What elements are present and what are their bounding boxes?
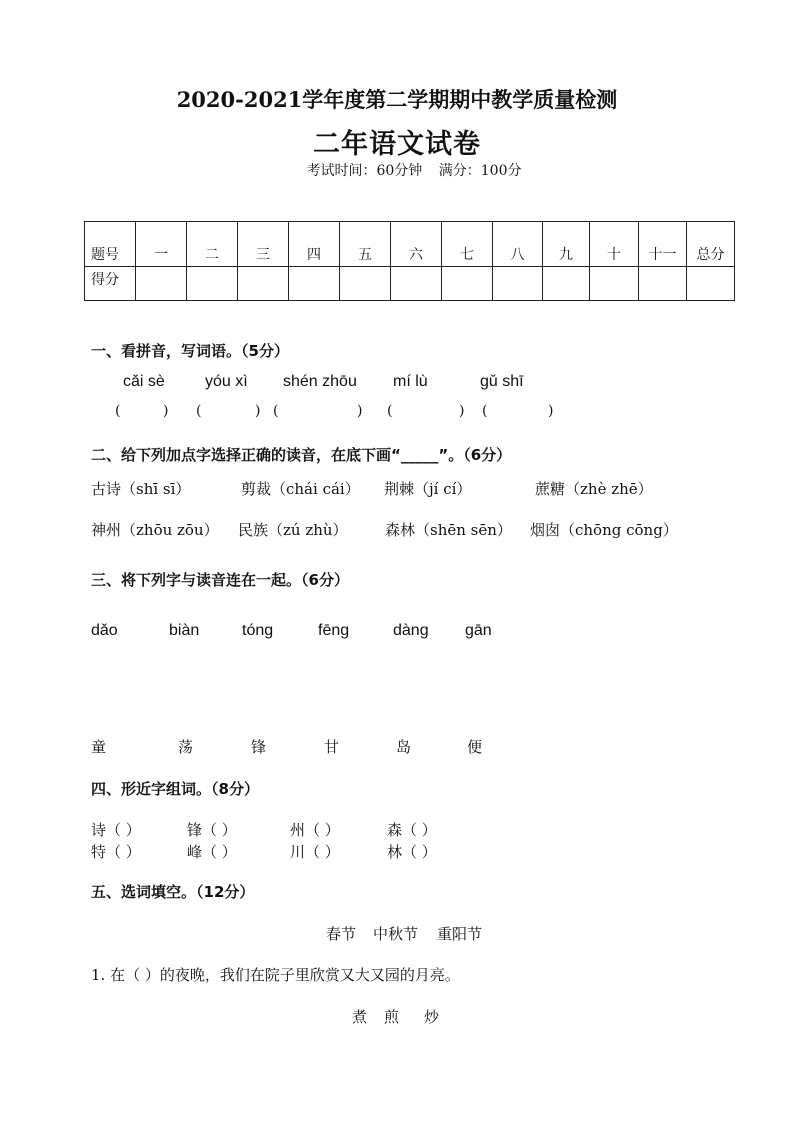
q5-option: 中秋节 [373,925,419,943]
q1-pinyin-2: yóu xì [205,373,248,390]
q2-item: 森林（shēn sēn） [385,521,512,539]
q1-pinyin-5: gǔ shī [480,373,524,390]
score-cell[interactable] [340,267,391,301]
exam-info [0,160,794,180]
score-col-3: 三 [238,222,289,267]
q5-option: 春节 [326,925,357,943]
score-col-2: 二 [187,222,238,267]
score-col-11: 十一 [639,222,687,267]
score-cell[interactable] [687,267,735,301]
score-table-row-label: 得分 [85,267,136,301]
q4-item: 诗（ ） [91,821,141,839]
q4-heading: 四、形近字组词。（8分） [91,780,259,798]
q2-item: 荆棘（jí cí） [384,480,472,498]
exam-time: 考试时间：60分钟 [306,163,423,179]
exam-full-score: 满分：100分 [438,163,522,179]
q1-paren-open: ( [196,403,202,419]
q4-item: 锋（ ） [187,821,237,839]
score-table-header-label: 题号 [85,222,136,267]
q1-paren-close: ) [255,403,261,419]
q3-char: 岛 [396,738,412,756]
score-cell[interactable] [238,267,289,301]
q3-char: 甘 [324,738,340,756]
q4-item: 州（ ） [290,821,340,839]
q3-pinyin: dǎo [91,622,118,639]
q2-item: 剪裁（chái cái） [241,480,360,498]
q1-heading: 一、看拼音，写词语。（5分） [91,342,289,360]
q3-heading: 三、将下列字与读音连在一起。（6分） [91,571,349,589]
exam-subject: 二年语文试卷 [313,129,481,160]
q2-heading: 二、给下列加点字选择正确的读音，在底下画“_____”。（6分） [91,446,512,464]
score-cell[interactable] [289,267,340,301]
q3-pinyin: gān [465,622,492,639]
score-table [84,221,735,301]
q3-char: 便 [467,738,483,756]
q5-sentence-1: 1. 在（ ）的夜晚，我们在院子里欣赏又大又园的月亮。 [91,966,460,984]
q3-pinyin: biàn [169,622,200,639]
q2-item: 烟囱（chōng cōng） [530,521,678,539]
score-col-4: 四 [289,222,340,267]
q5-option: 煎 [384,1008,400,1026]
q1-pinyin-4: mí lù [393,373,428,390]
score-col-1: 一 [136,222,187,267]
score-cell[interactable] [187,267,238,301]
score-col-5: 五 [340,222,391,267]
q1-paren-close: ) [163,403,169,419]
score-cell[interactable] [590,267,639,301]
score-col-6: 六 [391,222,442,267]
q3-pinyin: tóng [242,622,274,639]
q3-char: 童 [91,738,107,756]
q3-pinyin: dàng [393,622,429,639]
q5-option: 煮 [352,1008,368,1026]
q2-item: 神州（zhōu zōu） [91,521,219,539]
q2-item: 古诗（shī sī） [91,480,191,498]
q1-paren-open: ( [115,403,121,419]
q3-char: 锋 [251,738,267,756]
q3-pinyin: fēng [318,622,350,639]
score-cell[interactable] [543,267,590,301]
score-col-10: 十 [590,222,639,267]
q5-option: 重阳节 [437,925,483,943]
score-col-8: 八 [493,222,543,267]
score-col-total: 总分 [687,222,735,267]
score-cell[interactable] [442,267,493,301]
q2-item: 蔗糖（zhè zhē） [535,480,653,498]
score-cell[interactable] [391,267,442,301]
q4-item: 川（ ） [290,843,340,861]
score-cell[interactable] [639,267,687,301]
exam-title: 2020-2021学年度第二学期期中教学质量检测 [176,87,618,112]
score-col-9: 九 [543,222,590,267]
q4-item: 森（ ） [387,821,437,839]
q1-paren-close: ) [357,403,363,419]
q3-char: 荡 [178,738,194,756]
q1-paren-close: ) [459,403,465,419]
q1-pinyin-1: cǎi sè [123,373,165,390]
q1-paren-close: ) [548,403,554,419]
q4-item: 林（ ） [387,843,437,861]
score-cell[interactable] [493,267,543,301]
q1-paren-open: ( [273,403,279,419]
q1-paren-open: ( [482,403,488,419]
q5-option: 炒 [424,1008,440,1026]
q4-item: 特（ ） [91,843,141,861]
q1-pinyin-3: shén zhōu [283,373,357,390]
q5-heading: 五、选词填空。（12分） [91,883,255,901]
q4-item: 峰（ ） [187,843,237,861]
q2-item: 民族（zú zhù） [238,521,348,539]
score-col-7: 七 [442,222,493,267]
score-cell[interactable] [136,267,187,301]
q1-paren-open: ( [387,403,393,419]
